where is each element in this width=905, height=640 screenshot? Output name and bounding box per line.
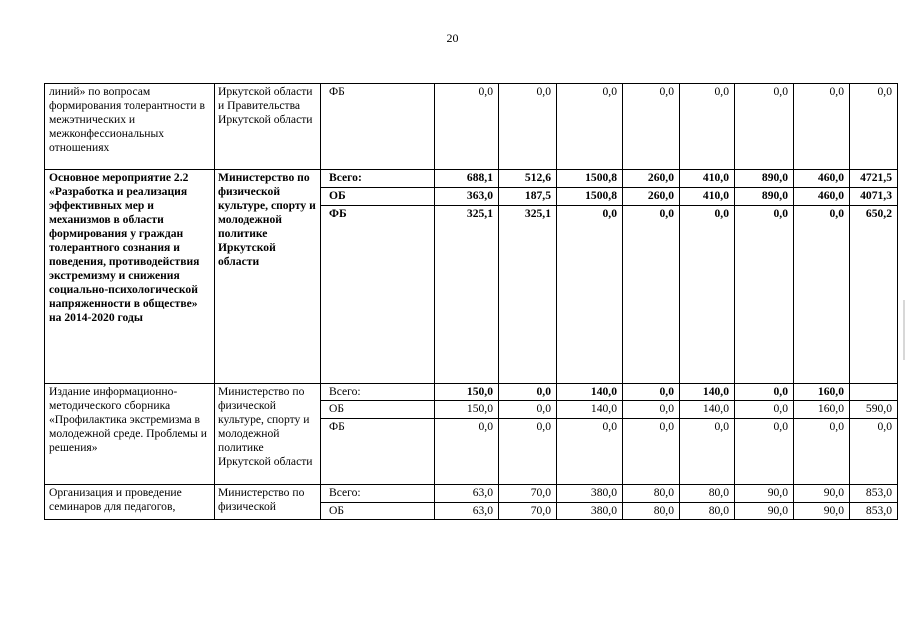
funding-value-cell: 0,0	[623, 84, 680, 170]
responsible-executor: Иркутской области и Правительства Иркутской области	[215, 84, 321, 170]
funding-value-cell: 150,0	[435, 401, 499, 419]
funding-value-cell: 853,0	[850, 485, 898, 503]
funding-value-cell: 0,0	[499, 84, 557, 170]
funding-source: ФБ	[321, 84, 435, 170]
funding-value-cell: 512,6	[499, 170, 557, 188]
funding-value-cell: 4071,3	[850, 188, 898, 206]
funding-value-cell: 1500,8	[557, 170, 623, 188]
funding-value-cell: 590,0	[850, 401, 898, 419]
funding-source: ОБ	[321, 401, 435, 419]
funding-value-cell: 0,0	[623, 384, 680, 401]
responsible-executor: Министерство по физической	[215, 485, 321, 520]
budget-table-body	[45, 84, 898, 520]
funding-value-cell	[850, 384, 898, 401]
funding-value-cell: 90,0	[794, 485, 850, 503]
funding-value-cell: 380,0	[557, 503, 623, 520]
measure-description: линий» по вопросам формирования толерантности в межэтнических и межконфессиональных отношениях	[45, 84, 215, 170]
funding-value-cell: 0,0	[735, 206, 794, 384]
funding-value-cell: 0,0	[794, 84, 850, 170]
funding-value-cell: 0,0	[680, 419, 735, 485]
funding-value-cell: 0,0	[499, 419, 557, 485]
funding-value-cell: 460,0	[794, 170, 850, 188]
funding-value-cell: 150,0	[435, 384, 499, 401]
table-row	[45, 384, 898, 401]
table-row	[45, 485, 898, 503]
funding-value-cell: 0,0	[850, 84, 898, 170]
funding-value-cell: 0,0	[499, 384, 557, 401]
measure-description: Основное мероприятие 2.2 «Разработка и реализация эффективных мер и механизмов в области формирования у граждан толерантного сознания и поведения, противодействия экстремизму и снижения социально-психологической напряженности в обществе» на 2014-2020 годы	[45, 170, 215, 384]
funding-value-cell: 0,0	[794, 206, 850, 384]
funding-value-cell: 410,0	[680, 188, 735, 206]
table-row	[45, 84, 898, 170]
funding-source: ОБ	[321, 503, 435, 520]
funding-value-cell: 260,0	[623, 188, 680, 206]
funding-source: Всего:	[321, 384, 435, 401]
funding-value-cell: 0,0	[735, 84, 794, 170]
funding-value-cell: 80,0	[623, 485, 680, 503]
funding-value-cell: 0,0	[735, 419, 794, 485]
table-row	[45, 170, 898, 188]
funding-value-cell: 0,0	[623, 419, 680, 485]
funding-value-cell: 0,0	[499, 401, 557, 419]
funding-value-cell: 80,0	[680, 485, 735, 503]
measure-description: Организация и проведение семинаров для педагогов,	[45, 485, 215, 520]
funding-value-cell: 140,0	[680, 384, 735, 401]
responsible-executor: Министерство по физической культуре, спорту и молодежной политике Иркутской области	[215, 384, 321, 485]
funding-value-cell: 0,0	[557, 419, 623, 485]
funding-source: ОБ	[321, 188, 435, 206]
funding-value-cell: 90,0	[735, 503, 794, 520]
budget-table	[44, 83, 898, 520]
funding-value-cell: 0,0	[557, 84, 623, 170]
funding-value-cell: 1500,8	[557, 188, 623, 206]
funding-value-cell: 325,1	[435, 206, 499, 384]
funding-value-cell: 0,0	[735, 401, 794, 419]
funding-value-cell: 688,1	[435, 170, 499, 188]
funding-value-cell: 140,0	[680, 401, 735, 419]
funding-value-cell: 160,0	[794, 384, 850, 401]
funding-value-cell: 460,0	[794, 188, 850, 206]
funding-value-cell: 80,0	[680, 503, 735, 520]
funding-value-cell: 187,5	[499, 188, 557, 206]
funding-source: Всего:	[321, 485, 435, 503]
funding-source: ФБ	[321, 206, 435, 384]
funding-value-cell: 0,0	[557, 206, 623, 384]
funding-value-cell: 380,0	[557, 485, 623, 503]
funding-value-cell: 363,0	[435, 188, 499, 206]
funding-value-cell: 853,0	[850, 503, 898, 520]
funding-value-cell: 0,0	[680, 206, 735, 384]
funding-value-cell: 90,0	[735, 485, 794, 503]
funding-value-cell: 0,0	[623, 206, 680, 384]
measure-description: Издание информационно-методического сборника «Профилактика экстремизма в молодежной среде. Проблемы и решения»	[45, 384, 215, 485]
funding-value-cell: 0,0	[850, 419, 898, 485]
funding-value-cell: 160,0	[794, 401, 850, 419]
responsible-executor: Министерство по физической культуре, спорту и молодежной политике Иркутской области	[215, 170, 321, 384]
page-number: 20	[446, 31, 459, 45]
funding-value-cell: 0,0	[735, 384, 794, 401]
funding-value-cell: 325,1	[499, 206, 557, 384]
funding-value-cell: 650,2	[850, 206, 898, 384]
funding-value-cell: 140,0	[557, 384, 623, 401]
funding-value-cell: 63,0	[435, 485, 499, 503]
funding-value-cell: 890,0	[735, 188, 794, 206]
funding-value-cell: 890,0	[735, 170, 794, 188]
budget-table-container	[44, 83, 892, 520]
funding-value-cell: 63,0	[435, 503, 499, 520]
funding-value-cell: 260,0	[623, 170, 680, 188]
funding-value-cell: 0,0	[623, 401, 680, 419]
funding-value-cell: 90,0	[794, 503, 850, 520]
funding-value-cell: 0,0	[435, 84, 499, 170]
funding-value-cell: 80,0	[623, 503, 680, 520]
funding-source: Всего:	[321, 170, 435, 188]
funding-value-cell: 140,0	[557, 401, 623, 419]
funding-value-cell: 410,0	[680, 170, 735, 188]
funding-value-cell: 0,0	[680, 84, 735, 170]
funding-value-cell: 4721,5	[850, 170, 898, 188]
funding-value-cell: 0,0	[794, 419, 850, 485]
funding-value-cell: 70,0	[499, 485, 557, 503]
funding-value-cell: 70,0	[499, 503, 557, 520]
funding-source: ФБ	[321, 419, 435, 485]
funding-value-cell: 0,0	[435, 419, 499, 485]
